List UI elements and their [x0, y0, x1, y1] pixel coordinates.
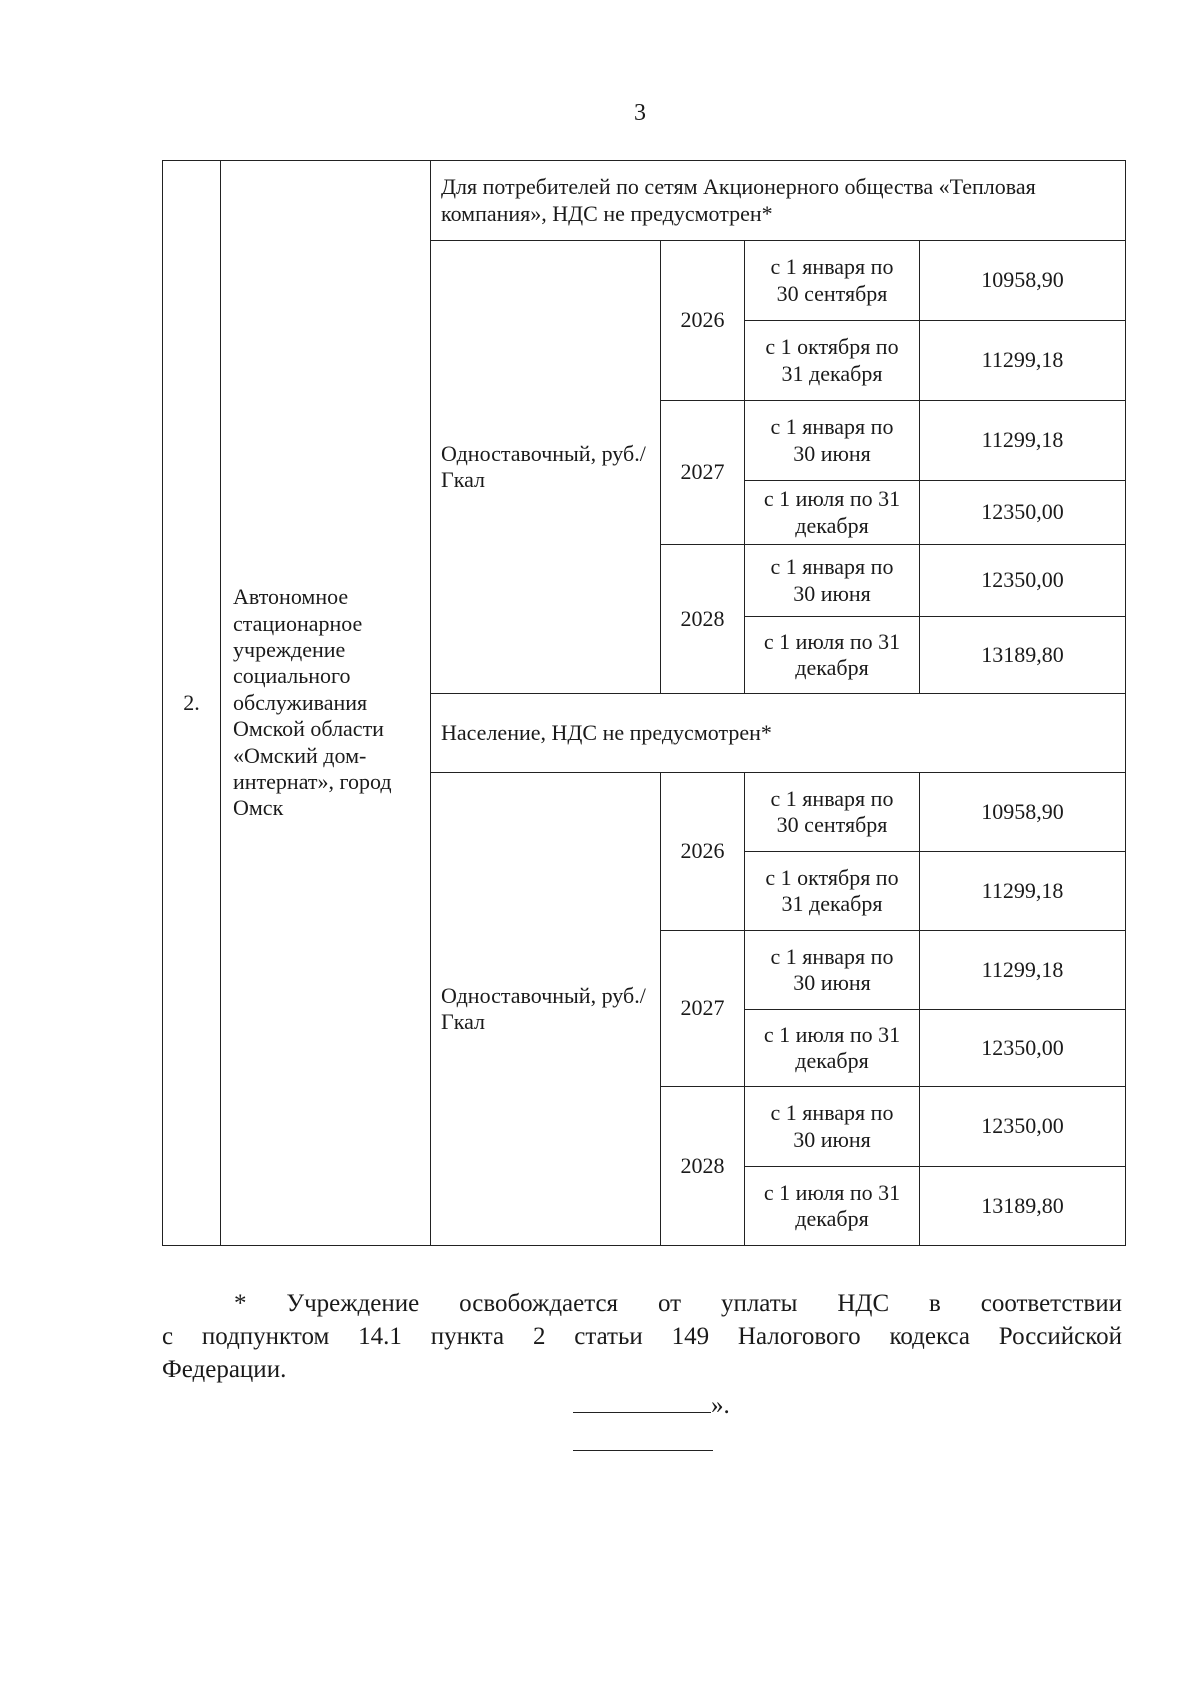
- tariff-type: Одноставочный, руб./Гкал: [431, 773, 661, 1246]
- row-number: 2.: [163, 161, 221, 1246]
- tariff-period: с 1 июля по 31 декабря: [745, 1010, 920, 1087]
- tariff-period: с 1 января по 30 сентября: [745, 773, 920, 852]
- tariff-value: 12350,00: [920, 545, 1126, 617]
- tariff-period: с 1 июля по 31 декабря: [745, 1167, 920, 1246]
- footnote-line: * Учреждение освобождается от уплаты НДС в соответствии: [234, 1290, 1122, 1317]
- closing-mark: ».: [711, 1392, 730, 1419]
- tariff-year: 2028: [661, 1087, 745, 1246]
- closing-quote: [573, 1392, 730, 1420]
- tariff-period: с 1 января по 30 июня: [745, 931, 920, 1010]
- tariff-value: 11299,18: [920, 852, 1126, 931]
- tariff-value: 12350,00: [920, 481, 1126, 545]
- footnote-line: с подпунктом 14.1 пункта 2 статьи 149 Налогового кодекса Российской: [162, 1323, 1122, 1350]
- tariff-type: Одноставочный, руб./Гкал: [431, 241, 661, 694]
- tariff-value: 13189,80: [920, 1167, 1126, 1246]
- section-title-row: [163, 161, 1126, 241]
- tariff-value: 10958,90: [920, 773, 1126, 852]
- end-separator-line: [573, 1450, 713, 1451]
- tariff-year: 2028: [661, 545, 745, 694]
- closing-blank-line: [573, 1392, 711, 1413]
- tariff-value: 12350,00: [920, 1010, 1126, 1087]
- tariff-period: с 1 января по 30 июня: [745, 401, 920, 481]
- tariff-period: с 1 октября по 31 декабря: [745, 852, 920, 931]
- section-title: Для потребителей по сетям Акционерного общества «Тепловая компания», НДС не предусмотрен*: [431, 161, 1126, 241]
- tariff-value: 10958,90: [920, 241, 1126, 321]
- tariff-value: 12350,00: [920, 1087, 1126, 1167]
- tariff-year: 2026: [661, 773, 745, 931]
- tariff-table: [162, 160, 1126, 1246]
- tariff-value: 11299,18: [920, 321, 1126, 401]
- organization-name: Автономное стационарное учреждение социального обслуживания Омской области «Омский дом-интернат», город Омск: [221, 161, 431, 1246]
- tariff-period: с 1 июля по 31 декабря: [745, 617, 920, 694]
- tariff-period: с 1 января по 30 июня: [745, 545, 920, 617]
- tariff-value: 11299,18: [920, 931, 1126, 1010]
- tariff-year: 2027: [661, 401, 745, 545]
- footnote-line: Федерации.: [162, 1356, 287, 1383]
- section-title: Население, НДС не предусмотрен*: [431, 694, 1126, 773]
- tariff-year: 2026: [661, 241, 745, 401]
- tariff-value: 13189,80: [920, 617, 1126, 694]
- tariff-period: с 1 октября по 31 декабря: [745, 321, 920, 401]
- tariff-period: с 1 января по 30 июня: [745, 1087, 920, 1167]
- tariff-period: с 1 января по 30 сентября: [745, 241, 920, 321]
- page-number: 3: [634, 100, 646, 126]
- footnote: [162, 1287, 1122, 1386]
- tariff-period: с 1 июля по 31 декабря: [745, 481, 920, 545]
- tariff-year: 2027: [661, 931, 745, 1087]
- tariff-value: 11299,18: [920, 401, 1126, 481]
